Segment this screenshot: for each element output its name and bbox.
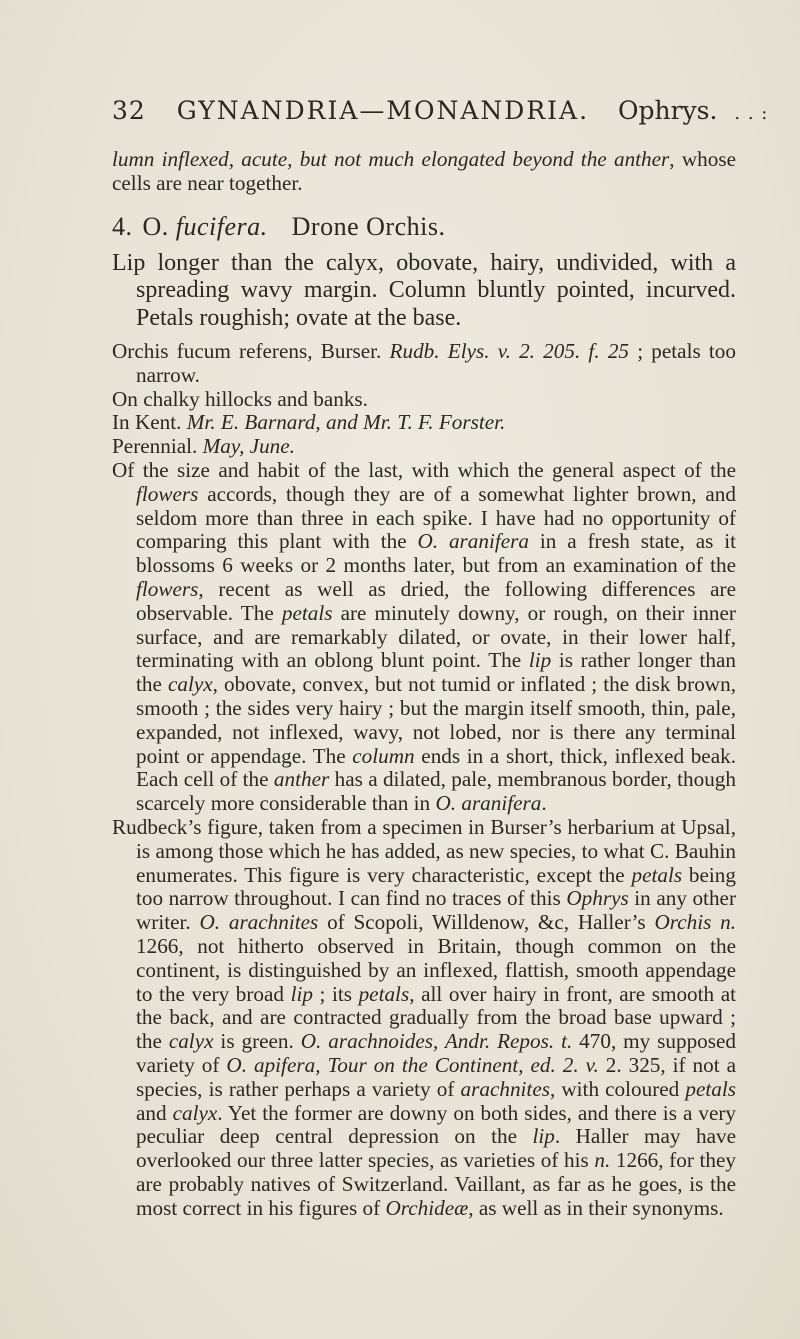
running-header (112, 96, 769, 125)
locality-line (112, 411, 736, 435)
obs2-seg: Rudbeck’s figure, taken from a specimen in Burser’s herbarium at Upsal, is among those which he has added, as new species, to what C. Bauhin enumerates. This figure is very characteristic, except the (112, 815, 736, 887)
obs1-seg: Of the size and habit of the last, with which the general aspect of the (112, 458, 736, 483)
obs2-italic: lip (532, 1124, 555, 1149)
synonym-line (112, 340, 736, 388)
obs2-italic: O. apifera, Tour on the Continent, ed. 2. v. (226, 1053, 599, 1077)
obs2-seg: and (136, 1100, 173, 1125)
species-heading (112, 212, 736, 242)
observations-paragraph-1 (112, 459, 736, 816)
observations-paragraph-2 (112, 816, 736, 1221)
obs1-italic: lip (528, 648, 552, 673)
continuation-text-a: lumn inflexed, acute, but not much elongated beyond the (112, 147, 614, 171)
obs2-seg: . Haller may have overlooked our three latter species, as varieties of his (136, 1124, 736, 1173)
synonym-text-b: ; petals too narrow. (136, 339, 736, 387)
obs1-italic: O. aranifera (435, 791, 542, 816)
header-dots: . . : (734, 103, 769, 124)
species-number: 4. (112, 211, 133, 241)
obs1-seg: accords, though they are of a somewhat lighter brown, and seldom more than three in each spike. I have had no opportunity of comparing this plant with the (136, 481, 736, 554)
obs1-seg: , obovate, convex, but not tumid or inflated ; the disk brown, smooth ; the sides very hairy ; but the margin itself smooth, thin, pale, expanded, not inflexed, wavy, not lobed, nor is there any terminal point or appendage. The (136, 672, 736, 768)
obs2-seg: 1266, for they are probably natives of Switzerland. Vaillant, as far as he goes, is the most correct in his figures of (136, 1148, 736, 1220)
species-description: Lip longer than the calyx, obovate, hairy, undivided, with a spreading wavy margin. Column bluntly pointed, incurved. Petals roughish; ovate at the base. (112, 249, 736, 331)
obs1-italic: column (352, 743, 415, 768)
obs2-seg: . Yet the former are downy on both sides, and there is a very peculiar deep central depression on the (136, 1100, 736, 1149)
obs1-seg: is rather longer than the (136, 648, 737, 697)
duration-months: May, June. (202, 434, 295, 459)
continuation-paragraph (112, 148, 736, 196)
obs2-italic: calyx (172, 1100, 218, 1125)
obs2-seg: ; its (312, 981, 359, 1006)
obs2-seg: of Scopoli, Willdenow, &c, Haller’s (318, 910, 655, 935)
obs2-seg: 2. 325, if not a species, is rather perhaps a variety of (136, 1053, 737, 1101)
obs1-italic: calyx (167, 672, 213, 697)
continuation-text-b: , whose cells are near together. (112, 147, 736, 195)
obs2-seg: in any other writer. (136, 886, 737, 935)
obs2-italic: lip (290, 981, 313, 1006)
habitat-line: On chalky hillocks and banks. (112, 386, 368, 411)
obs2-italic: petals (358, 981, 410, 1006)
obs1-italic: flowers (136, 577, 199, 602)
locality-text: In Kent. (112, 410, 187, 435)
obs2-seg: being too narrow throughout. I can find no traces of this (136, 862, 736, 911)
species-epithet: fucifera. (175, 211, 268, 241)
obs2-italic: arachnites (460, 1076, 550, 1101)
obs2-italic: petals (685, 1076, 736, 1101)
obs2-italic: O. arachnites (199, 910, 319, 935)
species-genus: O. (142, 211, 169, 241)
obs2-seg: , as well as in their synonyms. (468, 1195, 724, 1220)
continuation-anther: anther (613, 147, 670, 171)
obs2-seg: is green. (213, 1029, 301, 1054)
duration-text: Perennial. (112, 434, 203, 459)
obs1-italic: anther (273, 767, 330, 792)
obs1-italic: flowers (136, 481, 199, 506)
page-number: 32 (112, 96, 146, 125)
obs1-seg: ends in a short, thick, inflexed beak. Each cell of the (136, 743, 736, 792)
obs2-italic: Orchideæ (385, 1195, 469, 1220)
obs2-seg: , with coloured (549, 1076, 686, 1101)
obs1-seg: in a fresh state, as it blossoms 6 weeks or 2 months later, but from an examination of the (136, 529, 736, 578)
obs2-italic: O. arachnoides, Andr. Repos. t. (300, 1029, 573, 1054)
synonym-text-a: Orchis fucum referens, Burser. (112, 339, 390, 364)
obs2-italic: n. (594, 1148, 611, 1173)
obs2-italic: calyx (168, 1029, 214, 1054)
obs1-seg: . (541, 791, 547, 816)
obs2-seg: , all over hairy in front, are smooth at the back, and are contracted gradually from the broad base upward ; the (136, 981, 736, 1054)
obs1-seg: , recent as well as dried, the following differences are observable. The (136, 577, 736, 625)
obs1-italic: O. aranifera (417, 529, 529, 554)
page-body (112, 148, 736, 1221)
locality-people: Mr. E. Barnard, and Mr. T. F. Forster. (186, 410, 506, 435)
obs2-italic: Ophrys (566, 886, 629, 911)
obs1-seg: has a dilated, pale, membranous border, though scarcely more considerable than in (136, 767, 736, 816)
header-title: GYNANDRIA—MONANDRIA. (176, 96, 590, 125)
obs2-seg: 1266, not hitherto observed in Britain, though common on the continent, is distinguished by an inflexed, flattish, smooth appendage to the very broad (136, 934, 736, 1006)
obs2-seg: 470, my supposed variety of (136, 1029, 737, 1077)
obs1-italic: petals (281, 600, 333, 625)
species-common-name: Drone Orchis. (291, 211, 446, 241)
synonym-ref: Rudb. Elys. v. 2. 205. f. 25 (389, 339, 630, 364)
header-genus: Ophrys. (618, 96, 718, 125)
duration-line (112, 435, 736, 459)
obs1-seg: are minutely downy, or rough, on their inner surface, and are remarkably dilated, or ovate, in their lower half, terminating with an oblong blunt point. The (136, 600, 736, 673)
obs2-italic: petals (631, 862, 683, 887)
obs2-italic: Orchis n. (654, 910, 736, 935)
